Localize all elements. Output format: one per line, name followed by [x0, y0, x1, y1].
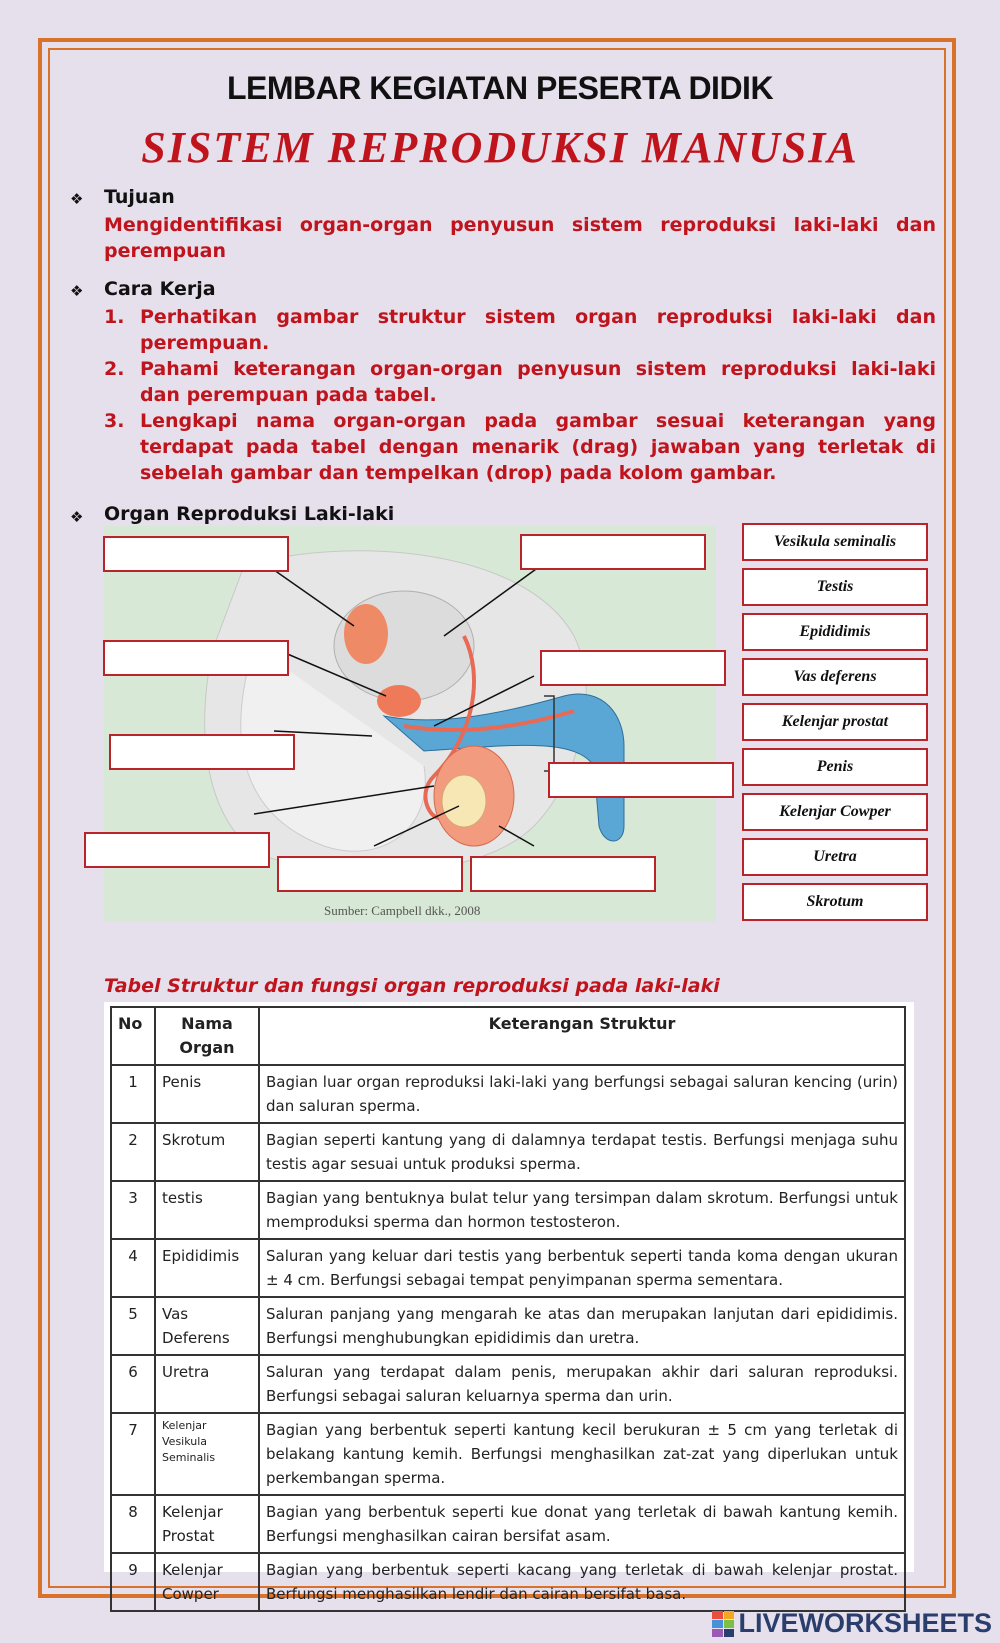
row-no: 3 — [111, 1181, 155, 1239]
row-desc: Bagian yang berbentuk seperti kacang yang terletak di bawah kelenjar prostat. Berfungsi menghasilkan lendir dan cairan bersifat basa. — [259, 1553, 905, 1611]
row-desc: Bagian yang bentuknya bulat telur yang tersimpan dalam skrotum. Berfungsi untuk memproduksi sperma dan hormon testosteron. — [259, 1181, 905, 1239]
drag-option-uretra[interactable]: Uretra — [742, 838, 928, 876]
cara-kerja-heading: Cara Kerja — [104, 278, 216, 300]
organ-table — [110, 1006, 906, 1612]
tujuan-text: Mengidentifikasi organ-organ penyusun sistem reproduksi laki-laki dan perempuan — [104, 214, 936, 262]
drag-option-penis[interactable]: Penis — [742, 748, 928, 786]
row-name: Vas Deferens — [155, 1297, 259, 1355]
row-no: 7 — [111, 1413, 155, 1495]
liveworksheets-brand[interactable] — [712, 1608, 992, 1639]
brand-text: LIVEWORKSHEETS — [738, 1608, 992, 1638]
drop-zone-6[interactable] — [548, 762, 734, 798]
table-row — [111, 1553, 905, 1611]
table-row — [111, 1065, 905, 1123]
table-row — [111, 1495, 905, 1553]
row-name: Kelenjar Prostat — [155, 1495, 259, 1553]
row-desc: Bagian seperti kantung yang di dalamnya terdapat testis. Berfungsi menjaga suhu testis agar sesuai untuk produksi sperma. — [259, 1123, 905, 1181]
diamond-bullet-icon: ❖ — [70, 508, 84, 526]
step-number: 3. — [104, 410, 125, 432]
row-name: Kelenjar Vesikula Seminalis — [155, 1413, 259, 1495]
drop-zone-1[interactable] — [103, 536, 289, 572]
step-text: Lengkapi nama organ-organ pada gambar sesuai keterangan yang terdapat pada tabel dengan menarik (drag) jawaban yang terletak di sebelah gambar dan tempelkan (drop) pada kolom gambar. — [140, 410, 936, 484]
organ-heading: Organ Reproduksi Laki-laki — [104, 503, 395, 525]
step-text: Pahami keterangan organ-organ penyusun sistem reproduksi laki-laki dan perempuan pada tabel. — [140, 358, 936, 406]
steps-list — [104, 304, 936, 486]
drop-zone-4[interactable] — [540, 650, 726, 686]
row-name: Uretra — [155, 1355, 259, 1413]
row-desc: Saluran panjang yang mengarah ke atas dan merupakan lanjutan dari epididimis. Berfungsi menghubungkan epididimis dan uretra. — [259, 1297, 905, 1355]
drag-option-testis[interactable]: Testis — [742, 568, 928, 606]
drop-zone-5[interactable] — [109, 734, 295, 770]
step-number: 2. — [104, 358, 125, 380]
drag-option-skrotum[interactable]: Skrotum — [742, 883, 928, 921]
table-row — [111, 1239, 905, 1297]
row-no: 5 — [111, 1297, 155, 1355]
row-no: 1 — [111, 1065, 155, 1123]
row-name: Kelenjar Cowper — [155, 1553, 259, 1611]
table-title: Tabel Struktur dan fungsi organ reproduksi pada laki-laki — [104, 975, 720, 997]
drop-zone-3[interactable] — [103, 640, 289, 676]
organ-table-container — [104, 1002, 914, 1603]
image-source: Sumber: Campbell dkk., 2008 — [324, 903, 481, 918]
header-no: No — [111, 1007, 155, 1065]
drop-zone-8[interactable] — [277, 856, 463, 892]
drag-option-vas-deferens[interactable]: Vas deferens — [742, 658, 928, 696]
table-row — [111, 1355, 905, 1413]
step-text: Perhatikan gambar struktur sistem organ reproduksi laki-laki dan perempuan. — [140, 306, 936, 354]
row-no: 6 — [111, 1355, 155, 1413]
drag-option-epididimis[interactable]: Epididimis — [742, 613, 928, 651]
row-desc: Saluran yang terdapat dalam penis, merupakan akhir dari saluran reproduksi. Berfungsi sebagai saluran keluarnya sperma dan urin. — [259, 1355, 905, 1413]
drop-zone-7[interactable] — [84, 832, 270, 868]
page-title: LEMBAR KEGIATAN PESERTA DIDIK — [226, 70, 774, 106]
row-desc: Bagian yang berbentuk seperti kantung kecil berukuran ± 5 cm yang terletak di belakang kantung kemih. Berfungsi menghasilkan zat-zat yang diperlukan untuk perkembangan sperma. — [259, 1413, 905, 1495]
step-item — [104, 356, 936, 408]
drop-zone-2[interactable] — [520, 534, 706, 570]
diamond-bullet-icon: ❖ — [70, 282, 84, 300]
liveworksheets-logo-icon — [712, 1611, 734, 1637]
row-no: 2 — [111, 1123, 155, 1181]
row-name: Penis — [155, 1065, 259, 1123]
header-keterangan: Keterangan Struktur — [259, 1007, 905, 1065]
step-item — [104, 304, 936, 356]
table-row — [111, 1181, 905, 1239]
row-name: Skrotum — [155, 1123, 259, 1181]
table-row — [111, 1297, 905, 1355]
table-row — [111, 1123, 905, 1181]
row-desc: Bagian luar organ reproduksi laki-laki yang berfungsi sebagai saluran kencing (urin) dan saluran sperma. — [259, 1065, 905, 1123]
page-subtitle: SISTEM REPRODUKSI MANUSIA — [141, 123, 859, 172]
row-no: 8 — [111, 1495, 155, 1553]
step-item — [104, 408, 936, 486]
table-row — [111, 1413, 905, 1495]
row-name: Epididimis — [155, 1239, 259, 1297]
row-no: 4 — [111, 1239, 155, 1297]
table-header-row — [111, 1007, 905, 1065]
drag-option-vesikula-seminalis[interactable]: Vesikula seminalis — [742, 523, 928, 561]
step-number: 1. — [104, 306, 125, 328]
header-nama-organ: Nama Organ — [155, 1007, 259, 1065]
row-name: testis — [155, 1181, 259, 1239]
drop-zone-9[interactable] — [470, 856, 656, 892]
row-desc: Bagian yang berbentuk seperti kue donat yang terletak di bawah kantung kemih. Berfungsi menghasilkan cairan bersifat asam. — [259, 1495, 905, 1553]
drag-option-kelenjar-cowper[interactable]: Kelenjar Cowper — [742, 793, 928, 831]
diamond-bullet-icon: ❖ — [70, 190, 84, 208]
row-desc: Saluran yang keluar dari testis yang berbentuk seperti tanda koma dengan ukuran ± 4 cm. Berfungsi sebagai tempat penyimpanan sperma sementara. — [259, 1239, 905, 1297]
drag-option-kelenjar-prostat[interactable]: Kelenjar prostat — [742, 703, 928, 741]
tujuan-heading: Tujuan — [104, 186, 175, 208]
row-no: 9 — [111, 1553, 155, 1611]
